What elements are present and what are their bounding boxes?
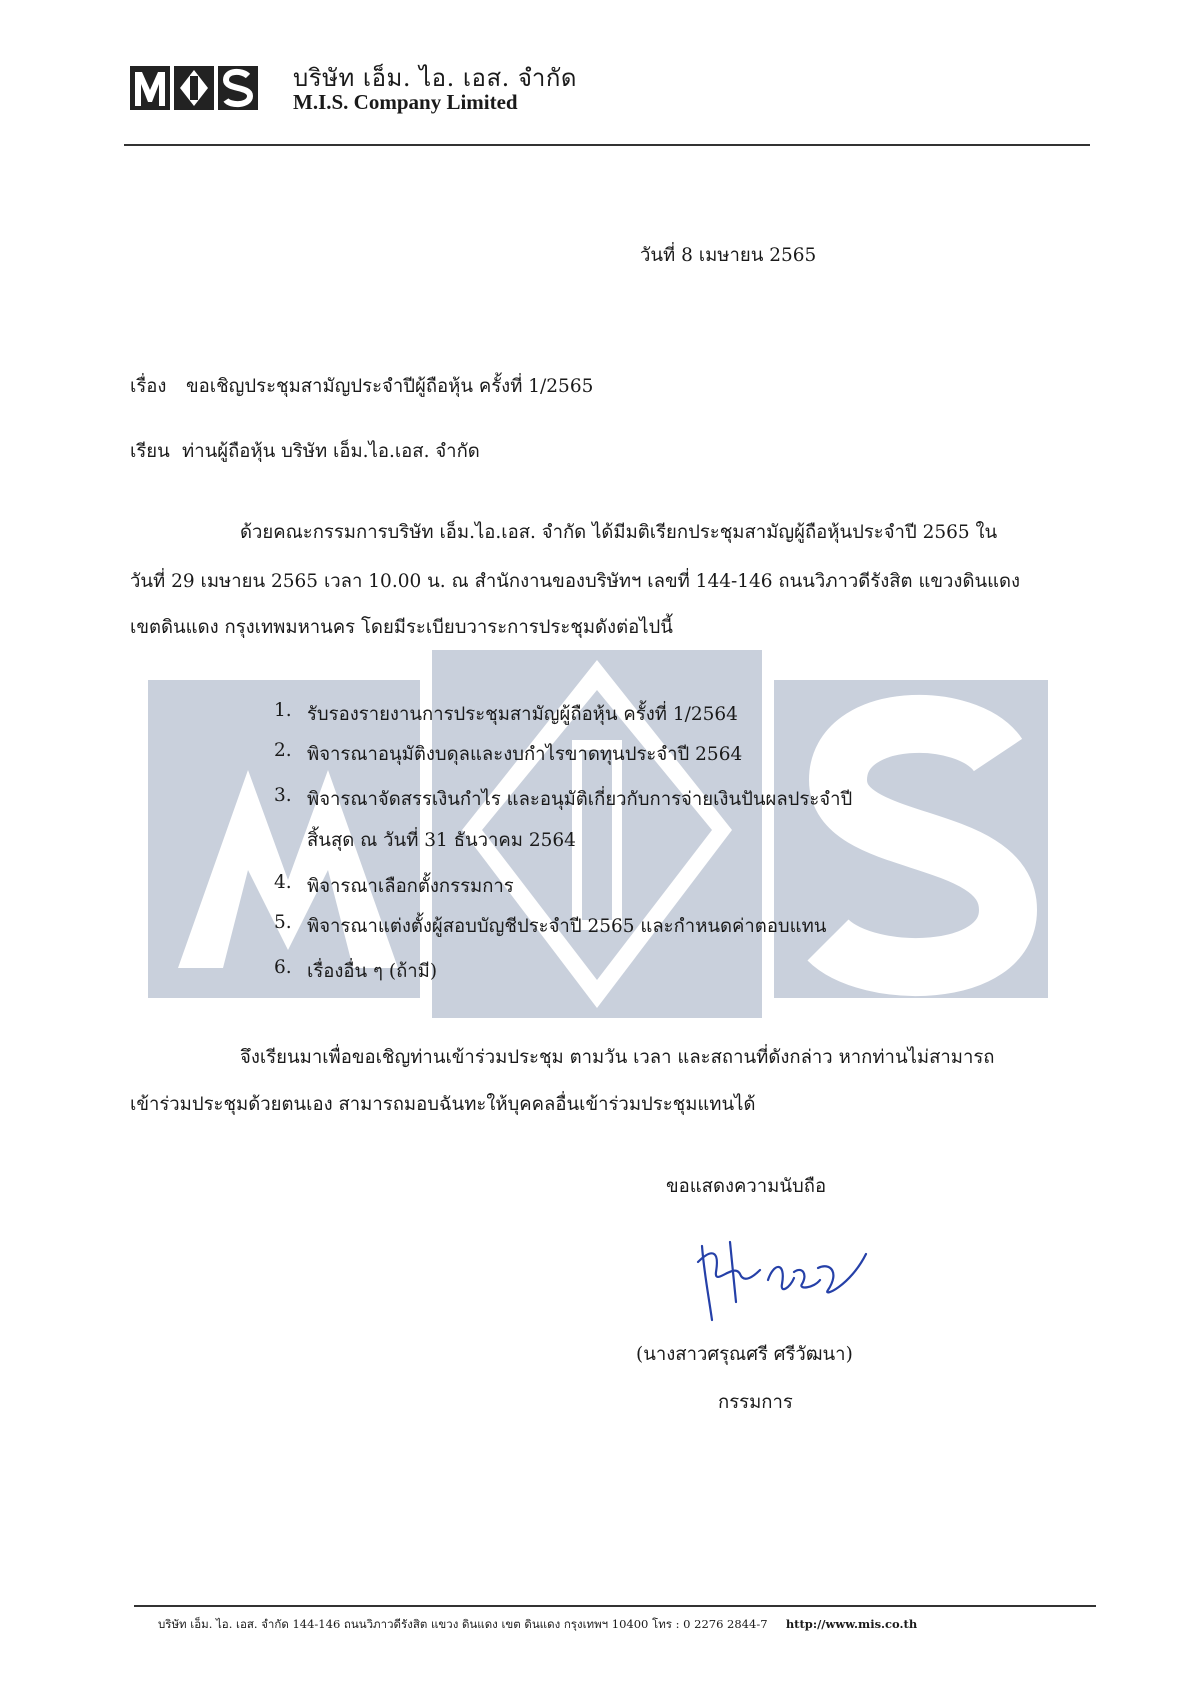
agenda-number: 2.: [274, 740, 292, 761]
agenda-number: 4.: [274, 872, 292, 893]
company-name-english: M.I.S. Company Limited: [293, 90, 518, 114]
agenda-number: 3.: [274, 785, 292, 806]
agenda-item-continuation: สิ้นสุด ณ วันที่ 31 ธันวาคม 2564: [307, 830, 576, 851]
agenda-item: พิจารณาอนุมัติงบดุลและงบกำไรขาดทุนประจำปี 2564: [307, 744, 743, 765]
complimentary-close: ขอแสดงความนับถือ: [666, 1176, 827, 1197]
recipient-text: ท่านผู้ถือหุ้น บริษัท เอ็ม.ไอ.เอส. จำกัด: [182, 441, 480, 462]
agenda-number: 5.: [274, 912, 292, 933]
handwritten-signature: [690, 1232, 890, 1332]
subject-text: ขอเชิญประชุมสามัญประจำปีผู้ถือหุ้น ครั้งที่ 1/2565: [186, 376, 594, 397]
agenda-item: เรื่องอื่น ๆ (ถ้ามี): [307, 961, 438, 982]
body-paragraph-line-3: เขตดินแดง กรุงเทพมหานคร โดยมีระเบียบวาระการประชุมดังต่อไปนี้: [130, 617, 673, 638]
agenda-number: 6.: [274, 957, 292, 978]
agenda-item: พิจารณาแต่งตั้งผู้สอบบัญชีประจำปี 2565 และกำหนดค่าตอบแทน: [307, 916, 827, 937]
signer-title: กรรมการ: [718, 1392, 793, 1413]
agenda-item: พิจารณาเลือกตั้งกรรมการ: [307, 876, 514, 897]
signer-name: (นางสาวศรุณศรี ศรีวัฒนา): [636, 1344, 853, 1365]
header-divider: [124, 144, 1090, 146]
agenda-item: รับรองรายงานการประชุมสามัญผู้ถือหุ้น ครั้งที่ 1/2564: [307, 704, 738, 725]
closing-line-2: เข้าร่วมประชุมด้วยตนเอง สามารถมอบฉันทะให้บุคคลอื่นเข้าร่วมประชุมแทนได้: [130, 1094, 756, 1115]
agenda-number: 1.: [274, 700, 292, 721]
company-logo: [130, 62, 260, 114]
company-name-thai: บริษัท เอ็ม. ไอ. เอส. จำกัด: [293, 64, 578, 92]
agenda-item: พิจารณาจัดสรรเงินกำไร และอนุมัติเกี่ยวกับการจ่ายเงินปันผลประจำปี: [307, 789, 853, 810]
footer: [158, 1616, 917, 1634]
recipient-label: เรียน: [130, 441, 170, 462]
subject-label: เรื่อง: [130, 376, 167, 397]
letter-date: วันที่ 8 เมษายน 2565: [640, 245, 817, 266]
footer-website: http://www.mis.co.th: [785, 1617, 918, 1631]
closing-line-1: จึงเรียนมาเพื่อขอเชิญท่านเข้าร่วมประชุม ตามวัน เวลา และสถานที่ดังกล่าว หากท่านไม่สามารถ: [240, 1047, 995, 1068]
body-paragraph-line-2: วันที่ 29 เมษายน 2565 เวลา 10.00 น. ณ สำนักงานของบริษัทฯ เลขที่ 144-146 ถนนวิภาวดีรังสิต แขวงดินแดง: [130, 571, 1021, 592]
footer-divider: [134, 1605, 1096, 1607]
footer-address: บริษัท เอ็ม. ไอ. เอส. จำกัด 144-146 ถนนวิภาวดีรังสิต แขวง ดินแดง เขต ดินแดง กรุงเทพฯ 10400 โทร : 0 2276 2844-7: [158, 1617, 768, 1631]
body-paragraph-line-1: ด้วยคณะกรรมการบริษัท เอ็ม.ไอ.เอส. จำกัด ได้มีมติเรียกประชุมสามัญผู้ถือหุ้นประจำปี 2565 ใน: [240, 522, 998, 543]
